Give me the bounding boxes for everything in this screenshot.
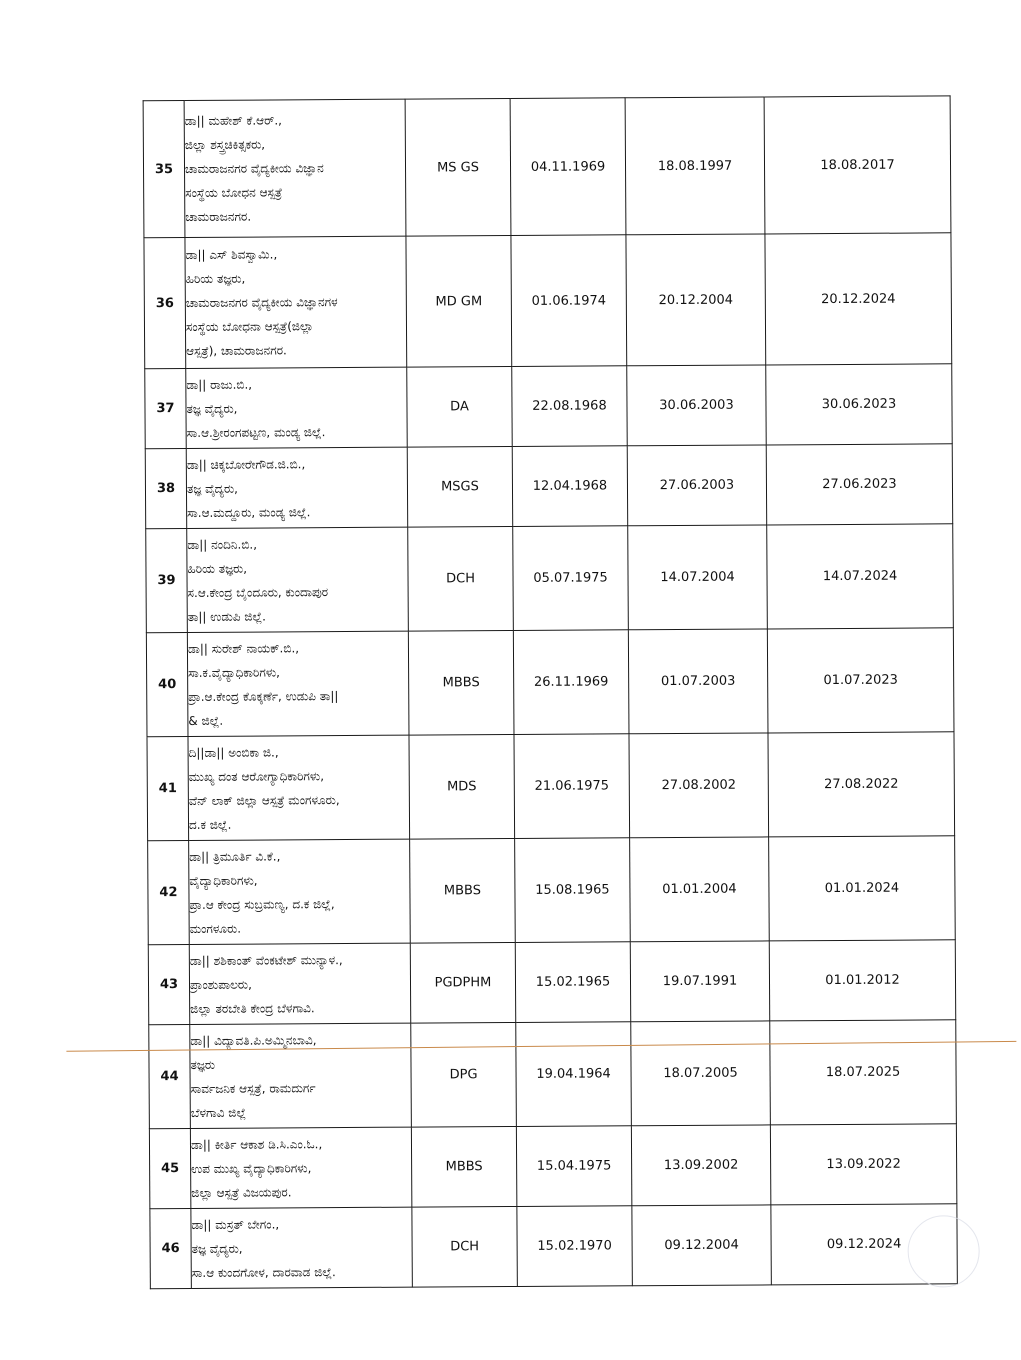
serial-number: 36 <box>144 237 186 368</box>
qualification: MSGS <box>407 446 512 527</box>
date-of-birth: 15.02.1965 <box>515 942 630 1023</box>
table-row <box>143 96 951 238</box>
officer-detail-line: ಮುಖ್ಯ ದಂತ ಆರೋಗ್ಯಾಧಿಕಾರಿಗಳು, <box>188 768 325 784</box>
serial-number: 42 <box>148 840 190 944</box>
serial-number: 35 <box>143 100 185 237</box>
officer-detail-line: ಪ್ರಾ.ಆ.ಕೇಂದ್ರ ಕೊಕ್ಕರ್ಣೆ, ಉಡುಪಿ ತಾ|| <box>188 688 339 704</box>
qualification: MBBS <box>410 838 516 943</box>
officer-detail-line: ಸಾರ್ವಜನಿಕ ಆಸ್ಪತ್ರೆ, ರಾಮದುರ್ಗ <box>190 1080 316 1096</box>
date-of-joining: 09.12.2004 <box>632 1205 771 1286</box>
due-date: 27.06.2023 <box>766 444 952 525</box>
date-of-birth: 04.11.1969 <box>510 98 626 236</box>
qualification: DCH <box>412 1206 517 1287</box>
date-of-joining: 27.06.2003 <box>627 445 766 526</box>
officer-detail-line: ಹಿರಿಯ ತಜ್ಞರು, <box>185 271 246 286</box>
officer-detail-line: ಸಾ.ಕ.ವೈದ್ಯಾಧಿಕಾರಿಗಳು, <box>188 664 281 680</box>
due-date: 13.09.2022 <box>770 1124 956 1205</box>
officer-detail-line: ಚಾಮರಾಜನಗರ ವೈದ್ಯಕೀಯ ವಿಜ್ಞಾನ <box>184 161 324 176</box>
date-of-joining: 27.08.2002 <box>629 733 769 838</box>
officer-detail-line: ಮಂಗಳೂರು. <box>189 921 242 936</box>
officer-detail-line: ಪ್ರಾಂಶುಪಾಲರು, <box>189 977 252 992</box>
qualification: MD GM <box>406 236 512 368</box>
officer-detail-line: ತಜ್ಞ ವೈದ್ಯರು, <box>186 401 238 416</box>
date-of-birth: 22.08.1968 <box>512 366 627 447</box>
officer-detail-line: ಡಾ|| ಮಸ್ರತ್ ಬೇಗಂ., <box>191 1216 280 1232</box>
due-date: 01.01.2024 <box>769 836 956 941</box>
officer-detail-line: ಡಾ|| ಕೀರ್ತಿ ಆಕಾಶ ಡಿ.ಸಿ.ಎಂ.ಓ., <box>190 1136 323 1152</box>
date-of-joining: 18.07.2005 <box>631 1021 771 1126</box>
table-row <box>147 732 955 841</box>
officer-detail-line: ವೈದ್ಯಾಧಿಕಾರಿಗಳು, <box>189 873 258 888</box>
officer-detail-line: ಸಾ.ಆ.ಮದ್ದೂರು, ಮಂಡ್ಯ ಜಿಲ್ಲೆ. <box>187 504 311 520</box>
serial-number: 37 <box>145 368 186 448</box>
officer-detail-line: & ಜಿಲ್ಲೆ. <box>188 713 224 728</box>
officer-details <box>191 1207 412 1288</box>
officer-detail-line: ಬೆಳಗಾವಿ ಜಿಲ್ಲೆ <box>190 1105 247 1120</box>
table-row <box>144 233 952 369</box>
qualification: DPG <box>411 1022 517 1127</box>
qualification: MS GS <box>405 99 511 237</box>
officer-detail-line: ಪ್ರಾ.ಆ ಕೇಂದ್ರ ಸುಬ್ರಮಣ್ಯ, ದ.ಕ ಜಿಲ್ಲೆ, <box>189 896 335 912</box>
date-of-birth: 21.06.1975 <box>514 734 630 839</box>
officer-detail-line: ಸಾ.ಆ ಕುಂದಗೋಳ, ದಾರವಾಡ ಜಿಲ್ಲೆ. <box>191 1264 336 1280</box>
officer-details <box>186 367 407 448</box>
serial-number: 38 <box>145 448 186 528</box>
officer-detail-line: ಸಾ.ಆ.ಶ್ರೀರಂಗಪಟ್ಟಣ, ಮಂಡ್ಯ ಜಿಲ್ಲೆ. <box>186 424 326 440</box>
date-of-joining: 01.01.2004 <box>630 837 770 942</box>
officer-detail-line: ತಜ್ಞರು <box>190 1057 216 1072</box>
serial-number: 44 <box>149 1024 191 1128</box>
date-of-birth: 19.04.1964 <box>516 1022 632 1127</box>
due-date: 18.08.2017 <box>764 96 951 234</box>
due-date: 18.07.2025 <box>770 1020 957 1125</box>
officer-detail-line: ಡಾ|| ಎಸ್ ಶಿವಸ್ವಾಮಿ., <box>185 247 278 262</box>
due-date: 27.08.2022 <box>768 732 955 837</box>
qualification: MDS <box>409 734 515 839</box>
officer-details <box>185 236 407 368</box>
officer-details <box>187 527 409 632</box>
date-of-birth: 15.08.1965 <box>515 838 631 943</box>
officer-detail-line: ಜಿಲ್ಲಾ ಆಸ್ಪತ್ರೆ ವಿಜಯಪುರ. <box>191 1184 292 1200</box>
officer-details <box>189 839 411 944</box>
officer-details <box>190 1127 411 1208</box>
officer-detail-line: ಡಾ|| ಮಹೇಶ್ ಕೆ.ಆರ್., <box>184 113 282 128</box>
date-of-birth: 26.11.1969 <box>513 630 629 735</box>
officer-detail-line: ಹಿರಿಯ ತಜ್ಞರು, <box>187 561 248 576</box>
due-date: 30.06.2023 <box>766 364 952 445</box>
due-date: 01.07.2023 <box>767 628 954 733</box>
serial-number: 46 <box>150 1208 191 1288</box>
date-of-joining: 18.08.1997 <box>625 97 765 235</box>
date-of-joining: 13.09.2002 <box>631 1125 770 1206</box>
table-row <box>149 1124 956 1209</box>
table-row <box>146 628 954 737</box>
serial-number: 41 <box>147 736 189 840</box>
table-body <box>143 96 957 1289</box>
officer-detail-line: ಸಂಸ್ಥೆಯ ಬೋಧನಾ ಆಸ್ಪತ್ರೆ(ಜಿಲ್ಲಾ <box>185 319 314 334</box>
officer-details <box>189 943 410 1024</box>
officer-detail-line: ತಜ್ಞ ವೈದ್ಯರು, <box>191 1241 243 1256</box>
serial-number: 40 <box>146 632 188 736</box>
officer-detail-line: ತಜ್ಞ ವೈದ್ಯರು, <box>186 481 239 496</box>
qualification: DA <box>407 366 512 447</box>
officer-detail-line: ಉಪ ಮುಖ್ಯ ವೈದ್ಯಾಧಿಕಾರಿಗಳು, <box>191 1160 312 1176</box>
officer-detail-line: ಜಿಲ್ಲಾ ಶಸ್ತ್ರಚಿಕಿತ್ಸಕರು, <box>184 137 266 152</box>
officer-details <box>190 1023 412 1128</box>
due-date: 20.12.2024 <box>765 233 952 365</box>
date-of-joining: 19.07.1991 <box>630 941 769 1022</box>
table-row <box>146 524 954 633</box>
employee-records-table <box>143 95 958 1289</box>
officer-details <box>187 631 409 736</box>
date-of-birth: 01.06.1974 <box>511 235 627 367</box>
officer-detail-line: ಆಸ್ಪತ್ರೆ), ಚಾಮರಾಜನಗರ. <box>186 343 287 358</box>
qualification: MBBS <box>411 1126 516 1207</box>
table-row <box>150 1204 957 1289</box>
officer-detail-line: ಜಿಲ್ಲಾ ತರಬೇತಿ ಕೇಂದ್ರ ಬೆಳಗಾವಿ. <box>190 1000 315 1016</box>
due-date: 14.07.2024 <box>767 524 954 629</box>
officer-detail-line: ಡಾ|| ಸುರೇಶ್ ನಾಯಕ್.ಬಿ., <box>187 640 300 656</box>
officer-detail-line: ವೆನ್ ಲಾಕ್ ಜಿಲ್ಲಾ ಆಸ್ಪತ್ರೆ ಮಂಗಳೂರು, <box>188 792 340 808</box>
due-date: 01.01.2012 <box>769 940 955 1021</box>
table-row <box>145 444 952 529</box>
officer-detail-line: ಡಾ|| ರಾಜು.ಬಿ., <box>186 377 253 392</box>
officer-detail-line: ದಿ||ಡಾ|| ಅಂಬಿಕಾ ಜಿ., <box>188 744 279 760</box>
serial-number: 39 <box>146 528 188 632</box>
serial-number: 45 <box>149 1128 190 1208</box>
date-of-joining: 30.06.2003 <box>627 365 766 446</box>
date-of-joining: 20.12.2004 <box>626 234 766 366</box>
table-row <box>148 940 955 1025</box>
officer-detail-line: ಸಂಸ್ಥೆಯ ಬೋಧನ ಆಸ್ಪತ್ರೆ <box>185 185 283 200</box>
officer-detail-line: ಡಾ|| ತ್ರಿಮೂರ್ತಿ ವಿ.ಕೆ., <box>189 848 281 864</box>
table-row <box>148 836 956 945</box>
officer-details <box>188 735 410 840</box>
due-date: 09.12.2024 <box>771 1204 957 1285</box>
faint-stamp <box>907 1215 979 1287</box>
serial-number: 43 <box>148 944 189 1024</box>
qualification: MBBS <box>408 630 514 735</box>
officer-details <box>186 447 407 528</box>
officer-details <box>184 99 406 237</box>
date-of-birth: 05.07.1975 <box>513 526 629 631</box>
officer-detail-line: ಡಾ|| ವಿದ್ಯಾವತಿ.ಪಿ.ಅಮ್ಮಿನಬಾವಿ, <box>190 1032 317 1048</box>
date-of-birth: 15.02.1970 <box>517 1206 632 1287</box>
officer-detail-line: ತಾ|| ಉಡುಪಿ ಜಿಲ್ಲೆ. <box>187 609 266 624</box>
officer-detail-line: ಚಾಮರಾಜನಗರ. <box>185 209 252 224</box>
officer-detail-line: ಡಾ|| ಶಶಿಕಾಂತ್ ವೆಂಕಟೇಶ್ ಮುನ್ಯಾಳ., <box>189 952 343 968</box>
table-row <box>145 364 952 449</box>
qualification: PGDPHM <box>410 942 515 1023</box>
table-row <box>149 1020 957 1129</box>
officer-detail-line: ಡಾ|| ನಂದಿನಿ.ಬಿ., <box>187 537 258 552</box>
officer-detail-line: ಚಾಮರಾಜನಗರ ವೈದ್ಯಕೀಯ ವಿಜ್ಞಾನಗಳ <box>185 295 338 310</box>
date-of-birth: 15.04.1975 <box>516 1126 631 1207</box>
officer-detail-line: ದ.ಕ ಜಿಲ್ಲೆ. <box>188 817 232 832</box>
officer-detail-line: ಸ.ಆ.ಕೇಂದ್ರ ಬೈಂದೂರು, ಕುಂದಾಪುರ <box>187 584 329 600</box>
qualification: DCH <box>408 526 514 631</box>
officer-detail-line: ಡಾ|| ಚಿಕ್ಕಬೋರೇಗೌಡ.ಜಿ.ಬಿ., <box>186 456 306 472</box>
date-of-joining: 14.07.2004 <box>628 525 768 630</box>
date-of-birth: 12.04.1968 <box>512 446 627 527</box>
date-of-joining: 01.07.2003 <box>628 629 768 734</box>
